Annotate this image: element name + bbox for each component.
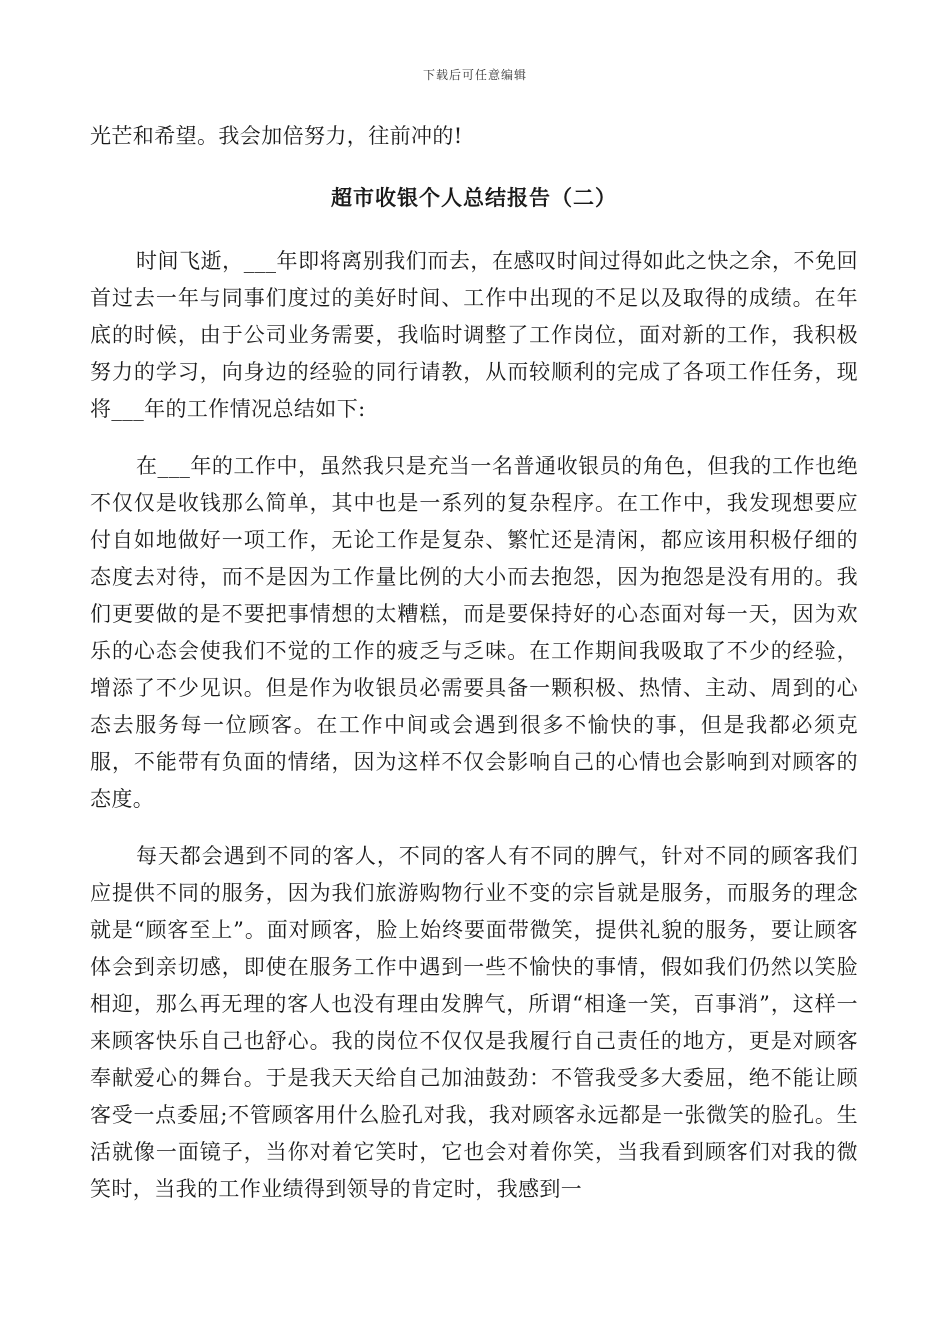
paragraph-gap [90,428,858,448]
section-title: 超市收银个人总结报告（二） [331,185,617,210]
leading-fragment: 光芒和希望。我会加倍努力，往前冲的! [90,124,463,148]
paragraph-2: 在___年的工作中，虽然我只是充当一名普通收银员的角色，但我的工作也绝不仅仅是收钱那么简单，其中也是一系列的复杂程序。在工作中，我发现想要应付自如地做好一项工作，无论工作是复杂、繁忙还是清闲，都应该用积极仔细的态度去对待，而不是因为工作量比例的大小而去抱怨，因为抱怨是没有用的。我们更要做的是不要把事情想的太糟糕，而是要保持好的心态面对每一天，因为欢乐的心态会使我们不觉的工作的疲乏与乏味。在工作期间我吸取了不少的经验，增添了不少见识。但是作为收银员必需要具备一颗积极、热情、主动、周到的心态去服务每一位顾客。在工作中间或会遇到很多不愉快的事，但是我都必须克服，不能带有负面的情绪，因为这样不仅会影响自己的心情也会影响到对顾客的态度。 [90,454,858,811]
header-note: 下载后可任意编辑 [422,68,527,82]
paragraph-3: 每天都会遇到不同的客人，不同的客人有不同的脾气，针对不同的顾客我们应提供不同的服务，因为我们旅游购物行业不变的宗旨就是服务，而服务的理念就是“顾客至上”。面对顾客，脸上始终要面带微笑，提供礼貌的服务，要让顾客体会到亲切感，即使在服务工作中遇到一些不愉快的事情，假如我们仍然以笑脸相迎，那么再无理的客人也没有理由发脾气，所谓“相逢一笑，百事消”，这样一来顾客快乐自己也舒心。我的岗位不仅仅是我履行自己责任的地方，更是对顾客奉献爱心的舞台。于是我天天给自己加油鼓劲：不管我受多大委屈，绝不能让顾客受一点委屈;不管顾客用什么脸孔对我，我对顾客永远都是一张微笑的脸孔。生活就像一面镜子，当你对着它笑时，它也会对着你笑，当我看到顾客们对我的微笑时，当我的工作业绩得到领导的肯定时，我感到一 [90,844,858,1201]
document-body [90,118,858,1208]
paragraph-1: 时间飞逝，___年即将离别我们而去，在感叹时间过得如此之快之余，不免回首过去一年与同事们度过的美好时间、工作中出现的不足以及取得的成绩。在年底的时候，由于公司业务需要，我临时调整了工作岗位，面对新的工作，我积极努力的学习，向身边的经验的同行请教，从而较顺利的完成了各项工作任务，现将___年的工作情况总结如下: [90,249,858,421]
paragraph-gap [90,818,858,838]
